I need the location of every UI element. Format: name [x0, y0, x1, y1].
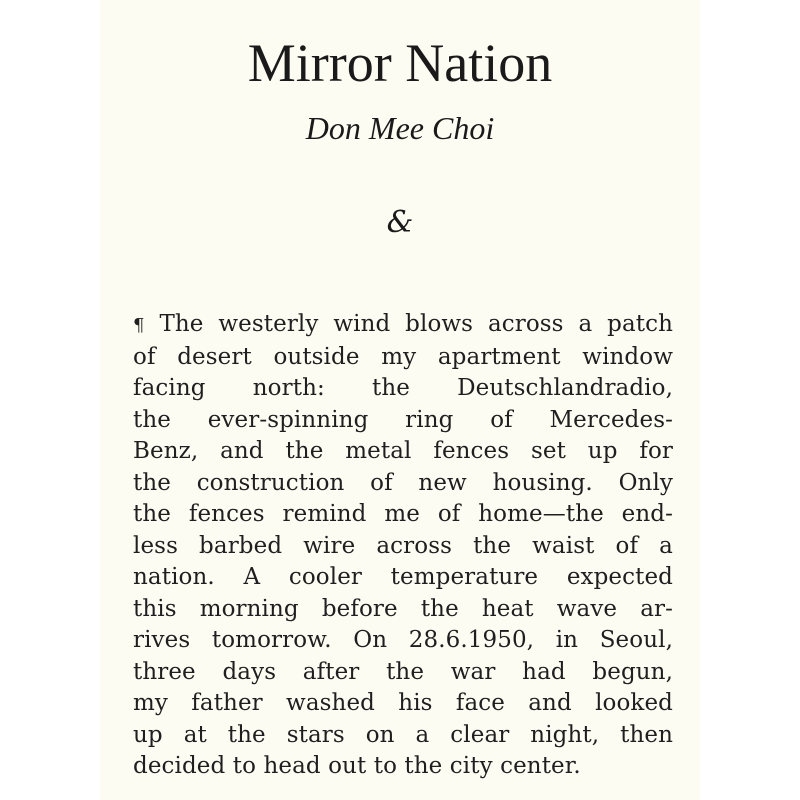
passage-line: the construction of new housing. Only: [133, 469, 673, 496]
passage-line: decided to head out to the city center.: [133, 753, 581, 779]
passage-line: nation. A cooler temperature expected: [133, 564, 673, 590]
passage-line: of desert outside my apartment window: [133, 343, 673, 370]
passage-line: ¶ The westerly wind blows across a patch: [133, 311, 673, 337]
author-name: Don Mee Choi: [305, 110, 495, 146]
passage-line: up at the stars on a clear night, then: [133, 721, 673, 748]
passage-line: the fences remind me of home—the end-: [133, 501, 673, 527]
passage-line: the ever-spinning ring of Mercedes-: [133, 406, 673, 433]
passage-line: rives tomorrow. On 28.6.1950, in Seoul,: [133, 627, 673, 653]
book-page: [100, 0, 700, 800]
passage-line: Benz, and the metal fences set up for: [133, 438, 673, 464]
passage-line: three days after the war had begun,: [133, 658, 673, 685]
passage-line: this morning before the heat wave ar-: [133, 595, 673, 622]
ampersand-ornament-icon: &: [386, 205, 414, 240]
pilcrow-icon: ¶: [133, 315, 145, 336]
book-title: Mirror Nation: [247, 33, 553, 93]
passage-line: my father washed his face and looked: [133, 690, 673, 716]
passage-text: [133, 309, 673, 783]
passage-line: less barbed wire across the waist of a: [133, 532, 673, 559]
passage-line: facing north: the Deutschlandradio,: [133, 375, 673, 401]
